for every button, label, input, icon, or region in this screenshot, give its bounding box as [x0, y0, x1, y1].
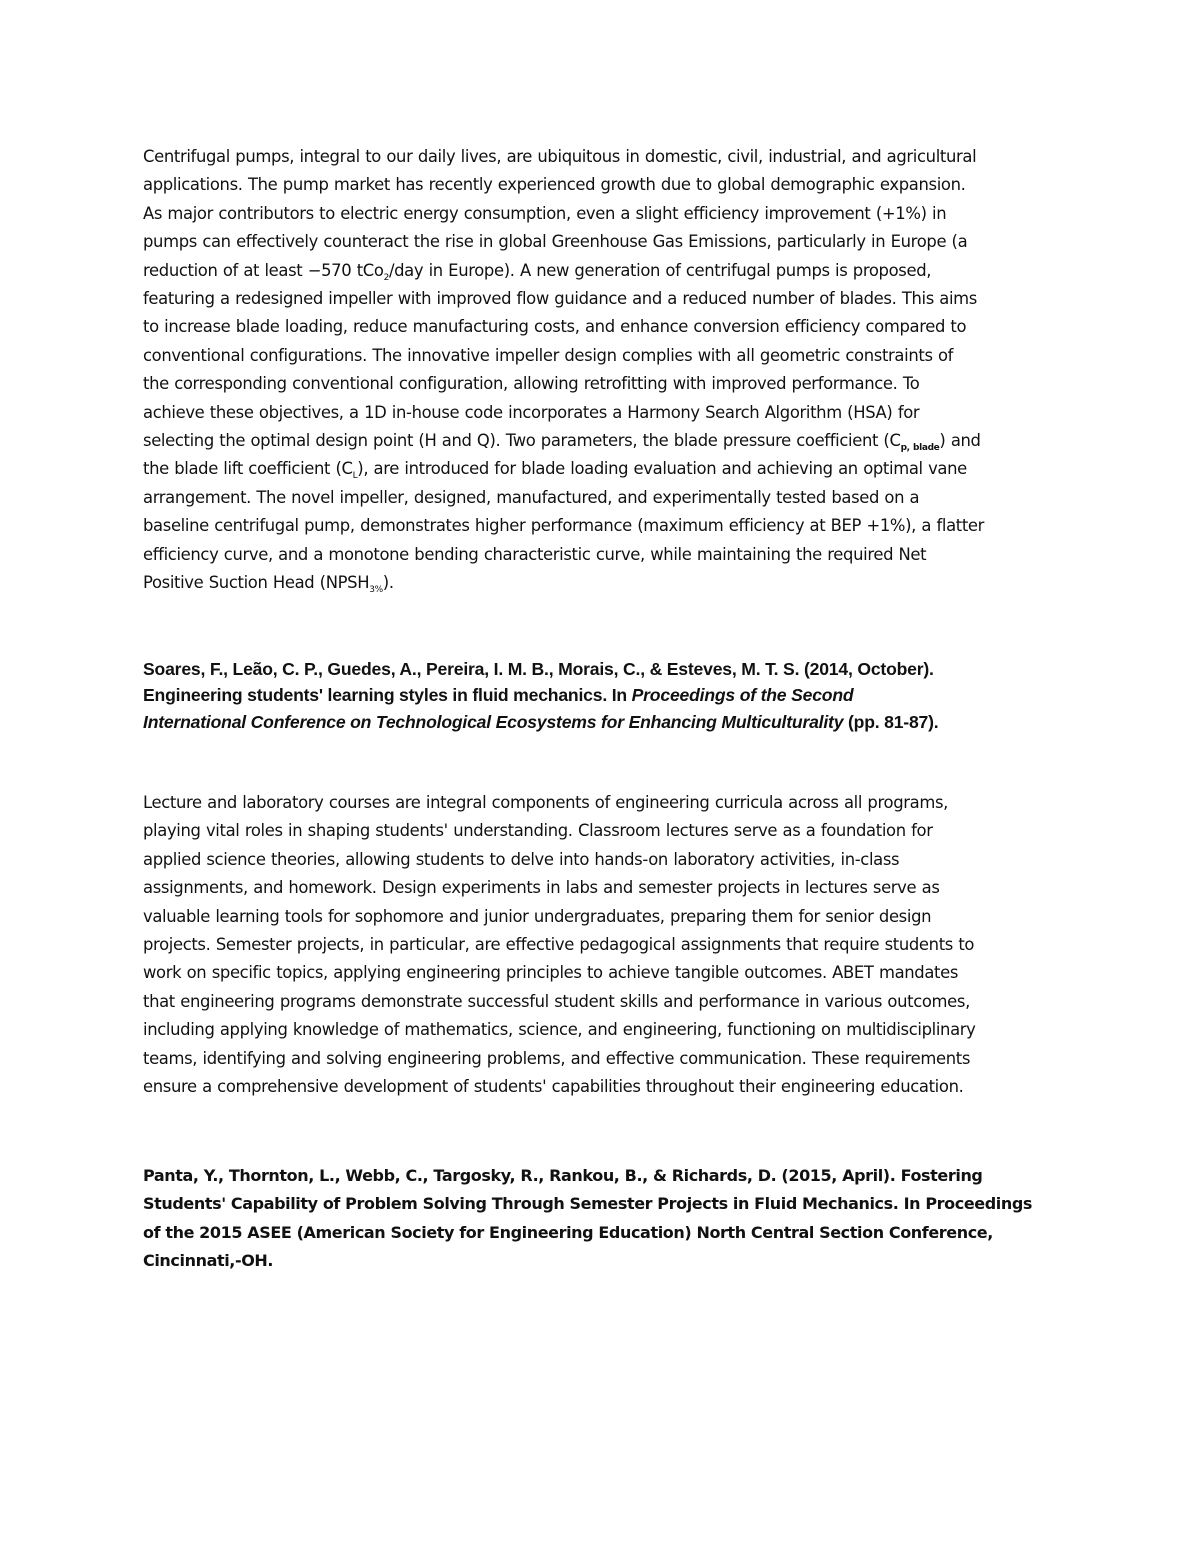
text-line: As major contributors to electric energy consumption, even a slight efficiency improvement (+1%) in [143, 203, 947, 223]
text-line: efficiency curve, and a monotone bending characteristic curve, while maintaining the required Net [143, 544, 927, 564]
subscript: 2 [383, 272, 389, 283]
subscript: 3% [369, 585, 383, 596]
text-span: ). [382, 573, 394, 593]
text-line: applications. The pump market has recently experienced growth due to global demographic expansion. [143, 175, 966, 195]
text-span: the blade lift coefficient (C [143, 459, 353, 479]
text-line: to increase blade loading, reduce manufacturing costs, and enhance conversion efficiency compared to [143, 317, 967, 337]
text-line: teams, identifying and solving engineering problems, and effective communication. These requirements [143, 1048, 971, 1068]
text-line: of the 2015 ASEE (American Society for Engineering Education) North Central Section Conference, [143, 1222, 993, 1242]
text-line: including applying knowledge of mathematics, science, and engineering, functioning on multidisciplinary [143, 1020, 976, 1040]
text-line [143, 257, 1063, 285]
text-line: achieve these objectives, a 1D in-house code incorporates a Harmony Search Algorithm (HSA) for [143, 402, 920, 422]
subscript: p, blade [900, 443, 940, 454]
text-line: applied science theories, allowing students to delve into hands-on laboratory activities, in-class [143, 849, 900, 869]
text-line: arrangement. The novel impeller, designed, manufactured, and experimentally tested based on a [143, 487, 920, 507]
text-line: Cincinnati,-OH. [143, 1251, 274, 1271]
text-line: Soares, F., Leão, C. P., Guedes, A., Pereira, I. M. B., Morais, C., & Esteves, M. T. S. (2014, October). [143, 659, 934, 679]
text-line: pumps can effectively counteract the rise in global Greenhouse Gas Emissions, particularly in Europe (a [143, 232, 968, 252]
text-line: work on specific topics, applying engineering principles to achieve tangible outcomes. ABET mandates [143, 963, 959, 983]
text-line: Panta, Y., Thornton, L., Webb, C., Targosky, R., Rankou, B., & Richards, D. (2015, April). Fostering [143, 1166, 983, 1185]
text-line: ensure a comprehensive development of students' capabilities throughout their engineering education. [143, 1077, 964, 1097]
text-line: the corresponding conventional configuration, allowing retrofitting with improved performance. To [143, 374, 920, 394]
italic-title: International Conference on Technological Ecosystems for Enhancing Multiculturality [143, 711, 844, 732]
text-span: /day in Europe). A new generation of centrifugal pumps is proposed, [388, 260, 932, 280]
text-line: baseline centrifugal pump, demonstrates higher performance (maximum efficiency at BEP +1%), a flatter [143, 516, 985, 536]
reference-panta-2015 [143, 1162, 1063, 1276]
text-line [143, 709, 1063, 735]
subscript: L [352, 471, 358, 482]
text-line [143, 427, 1063, 455]
text-span: Positive Suction Head (NPSH [143, 573, 370, 593]
text-span: Engineering students' learning styles in fluid mechanics. In [143, 685, 632, 706]
text-line: Lecture and laboratory courses are integral components of engineering curricula across all programs, [143, 793, 948, 812]
text-line [143, 455, 1063, 483]
text-line: assignments, and homework. Design experiments in labs and semester projects in lectures serve as [143, 878, 940, 898]
text-line: featuring a redesigned impeller with improved flow guidance and a reduced number of blades. This aims [143, 289, 977, 309]
text-line: conventional configurations. The innovative impeller design complies with all geometric constraints of [143, 345, 954, 365]
text-line: that engineering programs demonstrate successful student skills and performance in various outcomes, [143, 991, 970, 1011]
text-span: selecting the optimal design point (H and Q). Two parameters, the blade pressure coefficient (C [143, 431, 901, 451]
text-span: ), are introduced for blade loading evaluation and achieving an optimal vane [357, 459, 967, 479]
italic-title: Proceedings of the Second [631, 685, 854, 706]
text-line: Students' Capability of Problem Solving Through Semester Projects in Fluid Mechanics. In Proceedings [143, 1194, 1033, 1214]
text-span: ) and [939, 431, 981, 451]
text-span: (pp. 81-87). [843, 711, 939, 732]
abstract-centrifugal-pumps [143, 143, 1063, 598]
text-line: projects. Semester projects, in particular, are effective pedagogical assignments that require students to [143, 935, 975, 955]
text-line: playing vital roles in shaping students' understanding. Classroom lectures serve as a foundation for [143, 821, 933, 841]
text-line [143, 569, 1063, 597]
text-line: Centrifugal pumps, integral to our daily lives, are ubiquitous in domestic, civil, industrial, and agricultural [143, 147, 977, 166]
reference-soares-2014 [143, 656, 1063, 735]
text-line: valuable learning tools for sophomore and junior undergraduates, preparing them for senior design [143, 906, 932, 926]
abstract-lecture-laboratory [143, 789, 1063, 1101]
text-line [143, 682, 1063, 708]
text-span: reduction of at least −570 tCo [143, 260, 384, 280]
